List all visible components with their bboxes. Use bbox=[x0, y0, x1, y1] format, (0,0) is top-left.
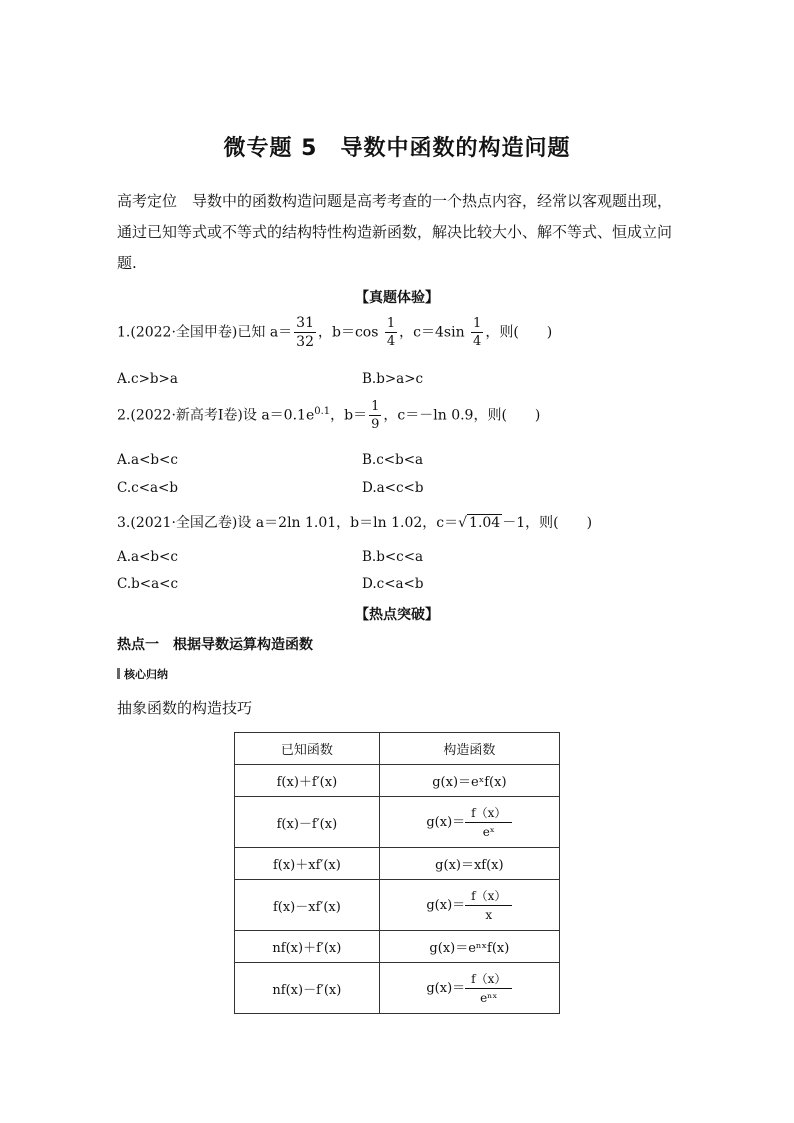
q1-fraction-b: $\frac{1}{4}$ bbox=[386, 316, 396, 349]
q1-option-b: B.b>a>c bbox=[362, 371, 424, 387]
known-function: nf(x)－f′(x) bbox=[235, 963, 380, 1014]
table-row bbox=[235, 848, 560, 880]
core-summary-label: 核心归纳 bbox=[117, 666, 168, 682]
q2-fraction-b: $\frac{1}{9}$ bbox=[371, 399, 380, 432]
q3-prefix: 3.(2021·全国乙卷)设 a＝2ln 1.01，b＝ln 1.02，c＝ bbox=[117, 515, 459, 531]
table-row bbox=[235, 797, 560, 848]
page-title: 微专题 5 导数中函数的构造问题 bbox=[223, 136, 571, 161]
q2-option-b: B.c<b<a bbox=[362, 452, 424, 468]
known-function: f(x)＋xf′(x) bbox=[235, 848, 380, 880]
q3-option-d: D.c<a<b bbox=[362, 576, 424, 592]
marker-bar-icon bbox=[117, 668, 120, 679]
q1-b-text: ，b＝cos bbox=[318, 324, 379, 341]
question-1: 1.(2022·全国甲卷)已知 a＝ $\frac{31}{32}$ ，b＝cos $\frac{1}{4}$ ，c＝4sin $\frac{1}{4}$ ，则( ) bbox=[117, 315, 553, 350]
q1-prefix: 1.(2022·全国甲卷)已知 bbox=[117, 324, 270, 341]
table-lead-text: 抽象函数的构造技巧 bbox=[117, 699, 253, 717]
table-row bbox=[235, 880, 560, 931]
q2-option-c: C.c<a<b bbox=[117, 480, 179, 496]
known-function: nf(x)＋f′(x) bbox=[235, 931, 380, 963]
constructed-function: g(x)＝xf(x) bbox=[379, 848, 559, 880]
q2-suffix: ，c＝－ln 0.9，则( ) bbox=[383, 407, 541, 424]
hotspot-1-heading: 热点一 根据导数运算构造函数 bbox=[117, 637, 313, 653]
section-heading-hotspots: 【热点突破】 bbox=[355, 607, 439, 623]
table-row bbox=[235, 931, 560, 963]
q1-suffix: ，则( ) bbox=[485, 324, 553, 341]
q3-radicand: 1.04 bbox=[469, 515, 501, 531]
header-known: 已知函数 bbox=[235, 733, 380, 765]
table-row bbox=[235, 963, 560, 1014]
sqrt-icon: √ bbox=[458, 515, 468, 531]
table-row bbox=[235, 765, 560, 797]
q2-option-a: A.a<b<c bbox=[117, 452, 178, 468]
construction-table bbox=[234, 732, 560, 1014]
q1-fraction-a: $\frac{31}{32}$ bbox=[296, 315, 314, 350]
constructed-function: g(x)＝ $\frac{f(x)}{\text{eⁿˣ}}$ bbox=[379, 963, 559, 1014]
constructed-function: g(x)＝ $\frac{f(x)}{x}$ bbox=[379, 880, 559, 931]
q3-suffix: －1，则( ) bbox=[502, 515, 593, 531]
q1-c-text: ，c＝4sin bbox=[399, 324, 465, 341]
q2-mid: ，b＝ bbox=[330, 407, 368, 424]
constructed-function: g(x)＝ $\frac{f(x)}{\text{eˣ}}$ bbox=[379, 797, 559, 848]
q3-option-c: C.b<a<c bbox=[117, 576, 179, 592]
known-function: f(x)＋f′(x) bbox=[235, 765, 380, 797]
known-function: f(x)－xf′(x) bbox=[235, 880, 380, 931]
q2-option-d: D.a<c<b bbox=[362, 480, 424, 496]
q3-option-b: B.b<c<a bbox=[362, 549, 424, 565]
intro-paragraph: 高考定位 导数中的函数构造问题是高考考查的一个热点内容，经常以客观题出现，通过已知等式或不等式的结构特性构造新函数，解决比较大小、解不等式、恒成立问题. bbox=[117, 192, 673, 272]
q2-exponent: 0.1 bbox=[314, 405, 331, 417]
constructed-function: g(x)＝eⁿˣf(x) bbox=[379, 931, 559, 963]
question-2 bbox=[117, 400, 540, 431]
q2-prefix: 2.(2022·新高考Ⅰ卷)设 a＝0.1e bbox=[117, 407, 315, 424]
table-header-row bbox=[235, 733, 560, 765]
q3-option-a: A.a<b<c bbox=[117, 549, 178, 565]
q1-option-a: A.c>b>a bbox=[117, 371, 178, 387]
header-constructed: 构造函数 bbox=[379, 733, 559, 765]
section-heading-real-exam: 【真题体验】 bbox=[355, 290, 439, 306]
constructed-function: g(x)＝eˣf(x) bbox=[379, 765, 559, 797]
known-function: f(x)－f′(x) bbox=[235, 797, 380, 848]
q1-fraction-c: $\frac{1}{4}$ bbox=[473, 316, 482, 349]
question-3 bbox=[117, 512, 592, 532]
